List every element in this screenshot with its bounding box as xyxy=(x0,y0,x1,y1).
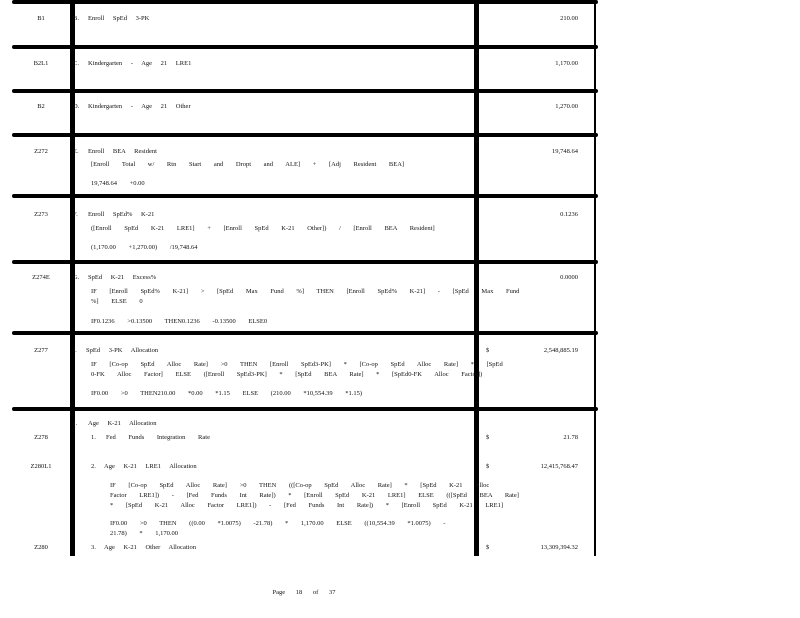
row-amount: 19,748.64 xyxy=(552,148,578,155)
row-label: SpEd K-21 Excess% xyxy=(88,274,157,281)
row-label: Enroll SpEd% K-21 xyxy=(88,211,155,218)
row-label: Age K-21 Other Allocation xyxy=(104,544,196,551)
row-amount: 2,548,885.19 xyxy=(543,347,578,354)
row-code: Z273 xyxy=(34,211,48,218)
row-divider xyxy=(12,0,598,4)
calculation-line: IF0.00 >0 THEN210.00 *0.00 *1.15 ELSE (210.00 *10,554.39 *1.15) xyxy=(91,390,363,397)
row-divider xyxy=(12,194,598,198)
row-letter: E. xyxy=(73,148,79,155)
page-footer xyxy=(0,589,608,596)
row-divider xyxy=(12,89,598,93)
row-code: B1 xyxy=(37,15,45,22)
row-divider xyxy=(12,260,598,264)
row-code: Z280L1 xyxy=(30,463,52,470)
row-amount: 13,309,394.32 xyxy=(540,544,578,551)
currency-symbol: $ xyxy=(486,544,490,551)
row-label: SpEd 3-PK Allocation xyxy=(86,347,159,354)
row-letter: 2. xyxy=(91,463,96,470)
row-letter: 1. xyxy=(91,434,96,441)
row-divider xyxy=(12,331,598,335)
formula-line: 0-FK Alloc Factor] ELSE ([Enroll SpEd3-PK] * [SpEd BEA Rate] * [SpEd0-FK Alloc Factor]) xyxy=(91,371,483,378)
formula-line: ([Enroll SpEd K-21 LRE1] + [Enroll SpEd K-21 Other]) / [Enroll BEA Resident] xyxy=(91,225,435,232)
row-letter: C. xyxy=(73,60,79,67)
row-amount: 21.78 xyxy=(563,434,578,441)
row-code: Z277 xyxy=(34,347,48,354)
row-letter: 3. xyxy=(91,544,96,551)
row-code: Z274E xyxy=(32,274,50,281)
page-label: Page xyxy=(272,589,286,596)
formula-line: Factor LRE1]) - [Fed Funds Int Rate]) * [Enroll SpEd K-21 LRE1] ELSE (([SpEd BEA Rate] xyxy=(110,492,519,499)
row-letter: G. xyxy=(73,274,80,281)
formula-line: IF [Enroll SpEd% K-21] > [SpEd Max Fund %] THEN [Enroll SpEd% K-21] - [SpEd Max Fund xyxy=(91,288,520,295)
row-divider xyxy=(12,133,598,137)
formula-line: [Enroll Total w/ Rtn Start and Dropt and ALE] + [Adj Resident BEA] xyxy=(91,161,405,168)
row-label: Kindergarten - Age 21 LRE1 xyxy=(88,60,192,67)
row-amount: 12,415,768.47 xyxy=(540,463,578,470)
row-code: B2 xyxy=(37,103,45,110)
row-label: Fed Funds Integration Rate xyxy=(106,434,210,441)
section-letter: J. xyxy=(73,420,78,427)
row-letter: B. xyxy=(73,15,79,22)
row-code: B2L1 xyxy=(33,60,49,67)
row-letter: I. xyxy=(73,347,77,354)
row-amount: 0.0000 xyxy=(560,274,578,281)
row-code: Z272 xyxy=(34,148,48,155)
row-letter: F. xyxy=(73,211,78,218)
row-amount: 0.1236 xyxy=(560,211,578,218)
row-letter: D. xyxy=(73,103,80,110)
row-divider xyxy=(12,45,598,49)
row-amount: 210.00 xyxy=(560,15,578,22)
row-label: Kindergarten - Age 21 Other xyxy=(88,103,191,110)
formula-line: * [SpEd K-21 Alloc Factor LRE1]) - [Fed Funds Int Rate]) * [Enroll SpEd K-21 LRE1] xyxy=(110,502,504,509)
calculation-line: IF0.1236 >0.13500 THEN0.1236 -0.13500 ELSE0 xyxy=(91,318,268,325)
calculation-line: 19,748.64 +0.00 xyxy=(91,180,145,187)
column-divider-right xyxy=(474,0,479,556)
row-amount: 1,270.00 xyxy=(555,103,578,110)
row-amount: 1,170.00 xyxy=(555,60,578,67)
calculation-line: IF0.00 >0 THEN ((0.00 *1.0075) -21.78) * 1,170.00 ELSE ((10,554.39 *1.0075) - xyxy=(110,520,446,527)
of-label: of xyxy=(312,589,319,596)
page-total: 37 xyxy=(328,589,336,596)
row-code: Z280 xyxy=(34,544,48,551)
page-number: 18 xyxy=(295,589,303,596)
calculation-line: (1,170.00 +1,270.00) /19,748.64 xyxy=(91,244,198,251)
formula-line: IF [Co-op SpEd Alloc Rate] >0 THEN (([Co-op SpEd Alloc Rate] * [SpEd K-21 Alloc xyxy=(110,482,490,489)
row-label: Enroll SpEd 3-PK xyxy=(88,15,150,22)
row-divider xyxy=(12,407,598,411)
currency-symbol: $ xyxy=(486,347,490,354)
row-label: Enroll BEA Resident xyxy=(88,148,157,155)
row-label: Age K-21 LRE1 Allocation xyxy=(104,463,197,470)
currency-symbol: $ xyxy=(486,463,490,470)
section-label: Age K-21 Allocation xyxy=(88,420,157,427)
formula-line: %] ELSE 0 xyxy=(91,298,143,305)
row-code: Z278 xyxy=(34,434,48,441)
column-divider-far-right xyxy=(594,0,596,556)
calculation-line: 21.78) * 1,170.00 xyxy=(110,530,179,537)
formula-line: IF [Co-op SpEd Alloc Rate] >0 THEN [Enroll SpEd3-PK] * [Co-op SpEd Alloc Rate] * [SpEd xyxy=(91,361,503,368)
currency-symbol: $ xyxy=(486,434,490,441)
